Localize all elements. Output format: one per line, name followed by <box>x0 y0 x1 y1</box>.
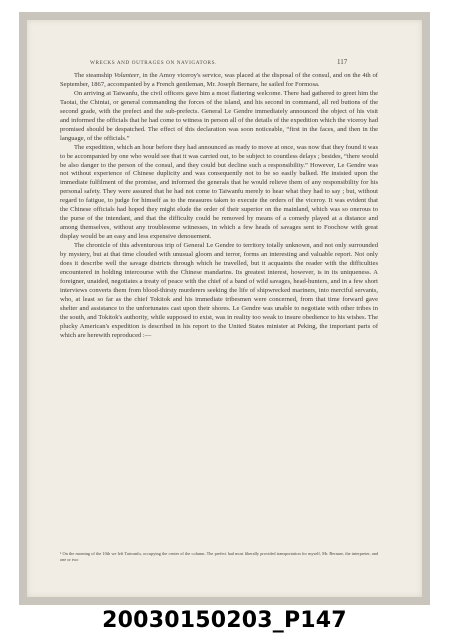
running-head: WRECKS AND OUTRAGES ON NAVIGATORS. <box>90 60 217 66</box>
paragraph-expedition-delays: The expedition, which an hour before they had announced as ready to move at once, was now that they found it was to be accompanied by one who would see that it was carried out, to be subject to countless delays ; besides, “there would be also danger to the person of the consul, and they could but decline such a responsibility.” However, Le Gendre was not without experience of Chinese duplicity and was consequently not to be so easily balked. He insisted upon the immediate fulfilment of the promise, and informed the generals that he would relieve them of any responsibility for his personal safety. They were assured that he had not come to Taiwanfu merely to hear what they had to say ; but, without regard to fatigue, to judge for himself as to the measures taken to execute the orders of the viceroy. It was evident that the Chinese officials had hoped they might elude the order of their superior on the mainland, which was so onerous to the purse of the intendant, and that the difficulty could be removed by means of a comedy played at a distance and among themselves, without any troublesome witnesses, in which a few heads of savages sent to Foochow with great display would be an easy and less expensive denouement. <box>60 143 378 241</box>
page-number: 117 <box>337 58 348 66</box>
paragraph-chronicle: The chronicle of this adventurous trip of General Le Gendre to territory totally unknown, and not only surrounded by mystery, but at that time clouded with unusual gloom and terror, forms an interesting and valuable report. Not only does it describe well the savage districts through which he travelled, but it acquaints the reader with the difficulties encountered in holding intercourse with the Chinese mandarins. Its greatest interest, however, is in its uniqueness. A foreigner, unaided, negotiates a treaty of peace with the chief of a band of wild savages, head-hunters, and in a few short interviews converts them from blood-thirsty murderers seeking the life of shipwrecked mariners, into merciful servants, who, at least so far as the chief Tokitok and his immediate tribesmen were concerned, from that time forward gave shelter and assistance to the unfortunates cast upon their shores. Le Gendre was unable to negotiate with other tribes in the south, and Tokitok's authority, while supposed to exist, was in reality too weak to insure obedience to his wishes. The plucky American's expedition is described in his report to the United States minister at Peking, the important parts of which are herewith reproduced :— <box>60 242 378 339</box>
paragraph-taiwanfu-welcome: On arriving at Taiwanfu, the civil officers gave him a most flattering welcome. There had gathered to greet him the Taotai, the Chintai, or general commanding the forces of the island, and his second in command, all red buttons of the second grade, with the prefect and the sub-prefects. General Le Gendre immediately announced the object of his visit and informed the officials that he had come to witness in person all of the details of the expedition which the viceroy had promised should be despatched. The effect of this declaration was soon noticeable, “first in the faces, and then in the language, of the officials.” <box>60 89 378 142</box>
footnote: ¹ On the morning of the 10th we left Taiwanfu, occupying the center of the column. The prefect had most liberally provided transportation for myself, Mr. Bernare, the interpreter, and one or two <box>60 551 378 562</box>
paragraph-volunteer: The steamship Volunteer, in the Amoy viceroy's service, was placed at the disposal of the consul, and on the 4th of September, 1867, accompanied by a French gentleman, Mr. Joseph Bernare, he sailed for Formosa. <box>60 72 378 88</box>
ship-name: Volunteer <box>114 72 140 79</box>
body-text <box>60 72 378 341</box>
image-caption: 20030150203_P147 <box>102 608 347 633</box>
